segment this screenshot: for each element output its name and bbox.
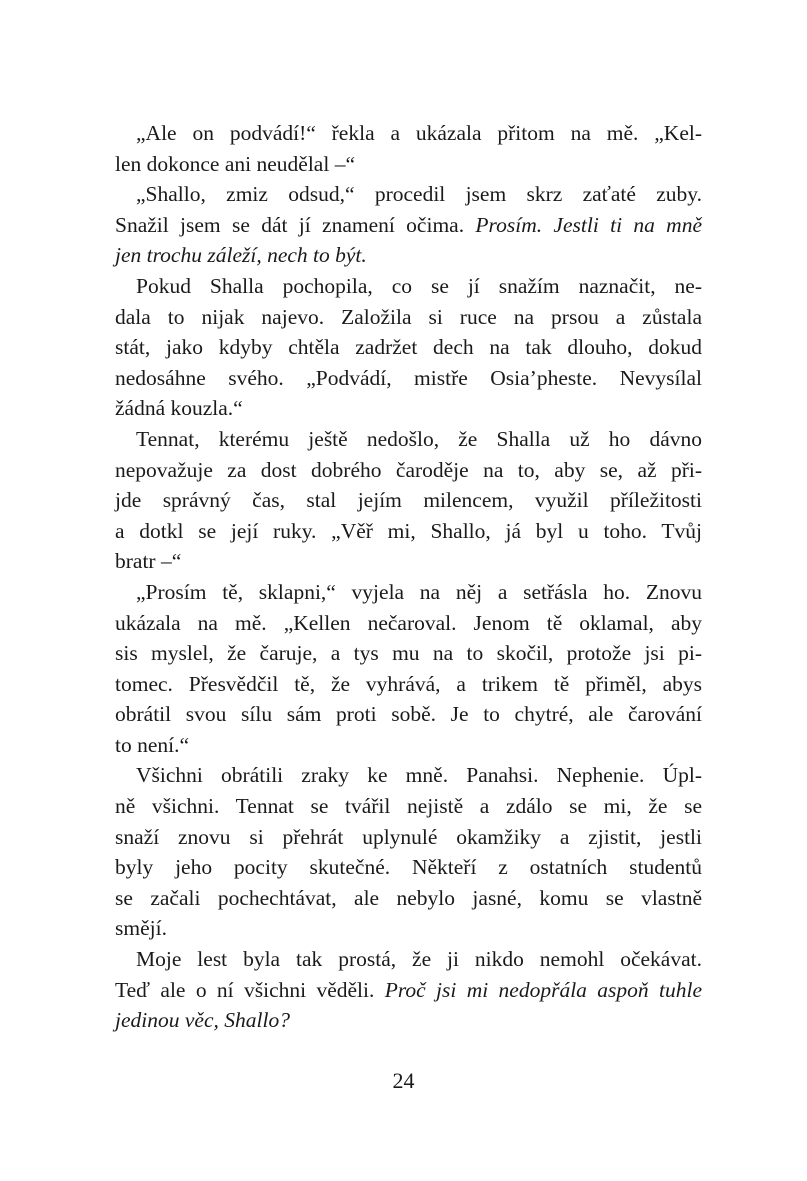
text-span: „Ale on podvádí!“ řekla a ukázala přitom na mě. „Kel- bbox=[136, 121, 702, 145]
text-span: Moje lest byla tak prostá, že ji nikdo nemohl očekávat. bbox=[136, 947, 702, 972]
text-line bbox=[115, 240, 702, 271]
text-span: Všichni obrátili zraky ke mně. Panahsi. Nephenie. Úpl- bbox=[136, 763, 702, 788]
text-line bbox=[115, 332, 702, 363]
text-line bbox=[115, 118, 702, 149]
text-span: sis myslel, že čaruje, a tys mu na to skočil, protože jsi pi- bbox=[115, 641, 702, 666]
text-line bbox=[115, 485, 702, 516]
text-span: obrátil svou sílu sám proti sobě. Je to chytré, ale čarování bbox=[115, 702, 702, 727]
text-line bbox=[115, 393, 702, 424]
text-span: tomec. Přesvědčil tě, že vyhrává, a trikem tě přiměl, abys bbox=[115, 671, 702, 696]
text-span: „Shallo, zmiz odsud,“ procedil jsem skrz zaťaté zuby. bbox=[136, 182, 702, 207]
italic-text: Prosím. Jestli ti na mně bbox=[475, 212, 702, 237]
text-line bbox=[115, 516, 702, 547]
text-span: Teď ale o ní všichni věděli. bbox=[115, 977, 385, 1002]
text-span: Pokud Shalla pochopila, co se jí snažím naznačit, ne- bbox=[136, 273, 702, 298]
text-span: stát, jako kdyby chtěla zadržet dech na tak dlouho, dokud bbox=[115, 335, 702, 360]
text-span: byly jeho pocity skutečné. Někteří z ostatních studentů bbox=[115, 855, 702, 880]
paragraph bbox=[115, 424, 702, 577]
text-span: žádná kouzla.“ bbox=[115, 396, 243, 421]
text-span: jde správný čas, stal jejím milencem, využil příležitosti bbox=[115, 488, 702, 513]
text-line bbox=[115, 577, 702, 608]
paragraph bbox=[115, 944, 702, 1036]
text-span: nepovažuje za dost dobrého čaroděje na to, aby se, až při- bbox=[115, 457, 702, 482]
paragraph bbox=[115, 179, 702, 271]
text-span: nedosáhne svého. „Podvádí, mistře Osia’pheste. Nevysílal bbox=[115, 365, 702, 390]
text-line bbox=[115, 975, 702, 1006]
text-line bbox=[115, 791, 702, 822]
text-line bbox=[115, 424, 702, 455]
text-span: len dokonce ani neudělal –“ bbox=[115, 151, 355, 176]
text-line bbox=[115, 179, 702, 210]
text-line bbox=[115, 669, 702, 700]
text-span: bratr –“ bbox=[115, 549, 182, 574]
paragraph bbox=[115, 760, 702, 944]
text-line bbox=[115, 883, 702, 914]
text-span: a dotkl se její ruky. „Věř mi, Shallo, já byl u toho. Tvůj bbox=[115, 518, 702, 543]
page-number: 24 bbox=[392, 1068, 415, 1093]
body-text bbox=[115, 118, 702, 1036]
text-line bbox=[115, 546, 702, 577]
text-line bbox=[115, 302, 702, 333]
text-line bbox=[115, 271, 702, 302]
text-span: ukázala na mě. „Kellen nečaroval. Jenom tě oklamal, aby bbox=[115, 610, 702, 635]
italic-text: jedinou věc, Shallo? bbox=[115, 1008, 290, 1033]
text-line bbox=[115, 822, 702, 853]
text-line bbox=[115, 913, 702, 944]
text-line bbox=[115, 149, 702, 180]
paragraph bbox=[115, 118, 702, 179]
text-line bbox=[115, 638, 702, 669]
text-span: Tennat, kterému ještě nedošlo, že Shalla už ho dávno bbox=[136, 426, 702, 451]
text-line bbox=[115, 363, 702, 394]
text-line bbox=[115, 455, 702, 486]
text-line bbox=[115, 608, 702, 639]
text-line bbox=[115, 210, 702, 241]
text-span: Snažil jsem se dát jí znamení očima. bbox=[115, 212, 476, 237]
italic-text: Proč jsi mi nedopřála aspoň tuhle bbox=[384, 977, 702, 1002]
paragraph bbox=[115, 271, 702, 424]
text-line bbox=[115, 944, 702, 975]
paragraph bbox=[115, 577, 702, 761]
text-span: snaží znovu si přehrát uplynulé okamžiky a zjistit, jestli bbox=[115, 824, 702, 849]
text-span: dala to nijak najevo. Založila si ruce na prsou a zůstala bbox=[115, 304, 702, 329]
text-span: smějí. bbox=[115, 916, 167, 941]
text-span: „Prosím tě, sklapni,“ vyjela na něj a setřásla ho. Znovu bbox=[136, 579, 702, 604]
text-line bbox=[115, 699, 702, 730]
text-span: to není.“ bbox=[115, 732, 190, 757]
text-span: se začali pochechtávat, ale nebylo jasné, komu se vlastně bbox=[115, 885, 702, 910]
text-line bbox=[115, 852, 702, 883]
italic-text: jen trochu záleží, nech to být. bbox=[115, 243, 367, 268]
text-span: ně všichni. Tennat se tvářil nejistě a zdálo se mi, že se bbox=[115, 794, 702, 819]
text-line bbox=[115, 1005, 702, 1036]
text-line bbox=[115, 760, 702, 791]
text-line bbox=[115, 730, 702, 761]
